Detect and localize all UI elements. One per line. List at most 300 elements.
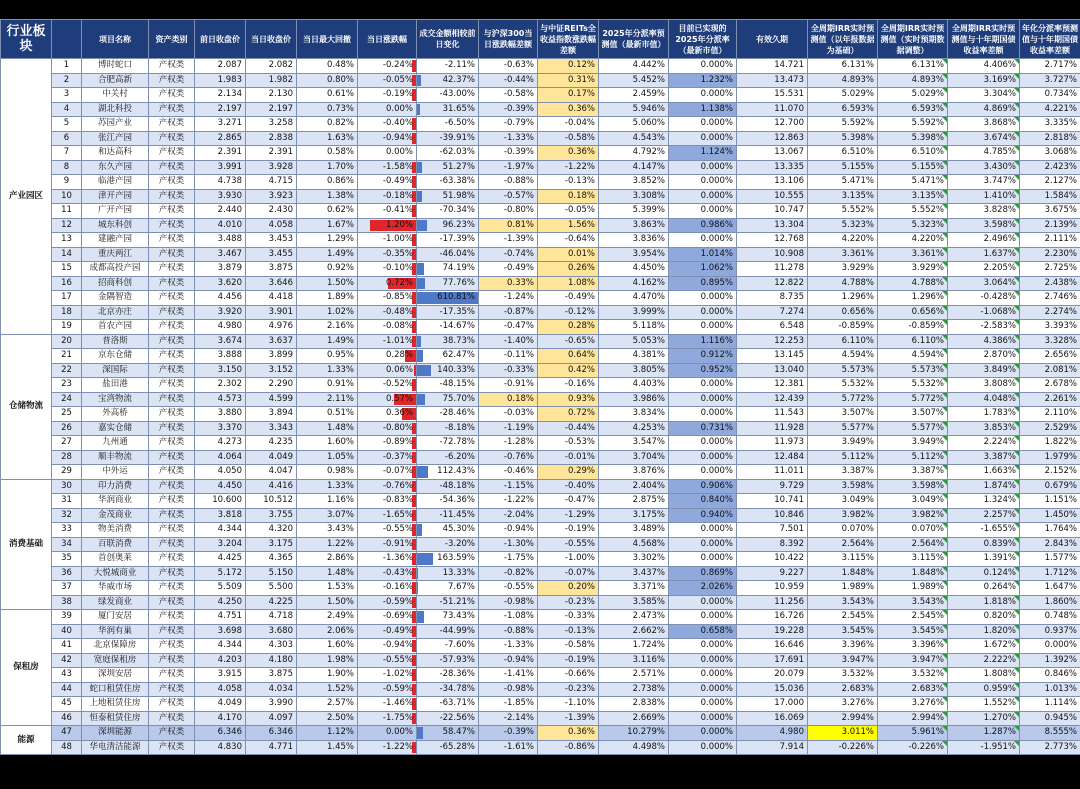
cell-col-2: 津开产园 <box>82 189 149 204</box>
cell-col-3: 产权类 <box>149 653 195 668</box>
cell-col-15: 3.947% <box>878 653 948 668</box>
cell-col-2: 博时蛇口 <box>82 59 149 74</box>
cell-col-17: 2.127% <box>1020 175 1080 190</box>
cell-flag-icon <box>942 668 947 673</box>
cell-col-17: 2.438% <box>1020 276 1080 291</box>
cell-col-13: 11.973 <box>737 436 808 451</box>
cell-col-5: 10.512 <box>246 494 297 509</box>
cell-col-14: 3.949% <box>808 436 878 451</box>
cell-col-7: -0.69% <box>358 610 417 625</box>
cell-flag-icon <box>1014 436 1019 441</box>
cell-col-3: 产权类 <box>149 233 195 248</box>
cell-col-17: 1.013% <box>1020 682 1080 697</box>
sector-label: 能源 <box>1 726 52 755</box>
cell-col-12: 0.000% <box>669 291 737 306</box>
cell-flag-icon <box>1014 146 1019 151</box>
cell-col-16: 1.552% <box>948 697 1020 712</box>
cell-col-14: 1.296% <box>808 291 878 306</box>
table-row <box>1 421 1080 436</box>
cell-col-16: 3.828% <box>948 204 1020 219</box>
cell-col-2: 北京保障房 <box>82 639 149 654</box>
cell-col-3: 产权类 <box>149 392 195 407</box>
cell-col-6: 1.90% <box>297 668 358 683</box>
cell-col-16: 1.818% <box>948 595 1020 610</box>
cell-col-17: 1.647% <box>1020 581 1080 596</box>
cell-col-13: 12.768 <box>737 233 808 248</box>
cell-col-10: -0.05% <box>538 204 599 219</box>
cell-col-17: 2.678% <box>1020 378 1080 393</box>
cell-col-1: 39 <box>52 610 82 625</box>
cell-col-2: 北京亦庄 <box>82 305 149 320</box>
cell-col-1: 15 <box>52 262 82 277</box>
cell-flag-icon <box>1014 161 1019 166</box>
cell-col-16: 0.264% <box>948 581 1020 596</box>
cell-col-12: 0.000% <box>669 682 737 697</box>
cell-col-13: 4.980 <box>737 726 808 741</box>
cell-col-2: 金隅智造 <box>82 291 149 306</box>
cell-col-12: 0.000% <box>669 436 737 451</box>
table-row <box>1 479 1080 494</box>
cell-col-1: 25 <box>52 407 82 422</box>
cell-col-17: 2.725% <box>1020 262 1080 277</box>
cell-col-10: -0.04% <box>538 117 599 132</box>
cell-col-8: -44.99% <box>417 624 479 639</box>
cell-col-5: 2.197 <box>246 102 297 117</box>
cell-col-1: 38 <box>52 595 82 610</box>
cell-col-9: -0.39% <box>479 102 538 117</box>
cell-col-14: 3.361% <box>808 247 878 262</box>
cell-flag-icon <box>1014 741 1019 746</box>
cell-col-9: -0.98% <box>479 682 538 697</box>
cell-col-14: 5.772% <box>808 392 878 407</box>
cell-flag-icon <box>1014 697 1019 702</box>
cell-col-6: 2.49% <box>297 610 358 625</box>
cell-col-1: 47 <box>52 726 82 741</box>
cell-col-8: -22.56% <box>417 711 479 726</box>
cell-col-7: -0.59% <box>358 595 417 610</box>
cell-col-12: 1.014% <box>669 247 737 262</box>
cell-col-10: 0.36% <box>538 102 599 117</box>
cell-col-16: 2.205% <box>948 262 1020 277</box>
cell-col-2: 百联消费 <box>82 537 149 552</box>
cell-col-6: 2.11% <box>297 392 358 407</box>
cell-col-13: 10.747 <box>737 204 808 219</box>
cell-col-6: 0.61% <box>297 88 358 103</box>
cell-col-9: -0.39% <box>479 146 538 161</box>
cell-flag-icon <box>942 581 947 586</box>
cell-col-3: 产权类 <box>149 334 195 349</box>
cell-col-5: 4.303 <box>246 639 297 654</box>
cell-col-17: 2.230% <box>1020 247 1080 262</box>
cell-col-15: 3.507% <box>878 407 948 422</box>
cell-col-2: 临港产园 <box>82 175 149 190</box>
cell-col-9: -0.63% <box>479 59 538 74</box>
cell-flag-icon <box>1014 639 1019 644</box>
cell-col-12: 0.000% <box>669 392 737 407</box>
cell-col-14: 3.507% <box>808 407 878 422</box>
cell-col-15: 1.989% <box>878 581 948 596</box>
cell-col-7: -1.46% <box>358 697 417 712</box>
cell-col-9: -1.22% <box>479 494 538 509</box>
cell-col-9: -0.11% <box>479 349 538 364</box>
cell-flag-icon <box>942 552 947 557</box>
cell-col-6: 1.29% <box>297 233 358 248</box>
table-row <box>1 653 1080 668</box>
cell-flag-icon <box>942 683 947 688</box>
cell-col-1: 26 <box>52 421 82 436</box>
cell-col-3: 产权类 <box>149 668 195 683</box>
cell-col-9: -1.24% <box>479 291 538 306</box>
cell-col-12: 0.000% <box>669 378 737 393</box>
cell-col-1: 24 <box>52 392 82 407</box>
cell-col-3: 产权类 <box>149 305 195 320</box>
column-header-3: 资产类别 <box>149 20 195 59</box>
cell-flag-icon <box>1014 349 1019 354</box>
cell-col-11: 4.568% <box>599 537 669 552</box>
cell-flag-icon <box>942 262 947 267</box>
cell-col-12: 0.869% <box>669 566 737 581</box>
cell-col-17: 2.746% <box>1020 291 1080 306</box>
cell-col-17: 2.261% <box>1020 392 1080 407</box>
cell-col-16: 2.496% <box>948 233 1020 248</box>
cell-col-4: 3.150 <box>195 363 246 378</box>
cell-flag-icon <box>942 364 947 369</box>
table-row <box>1 59 1080 74</box>
cell-col-13: 11.070 <box>737 102 808 117</box>
cell-col-5: 4.715 <box>246 175 297 190</box>
cell-col-16: 1.783% <box>948 407 1020 422</box>
cell-col-5: 3.258 <box>246 117 297 132</box>
cell-col-15: 5.029% <box>878 88 948 103</box>
cell-col-15: 5.573% <box>878 363 948 378</box>
table-row <box>1 581 1080 596</box>
cell-col-8: 51.98% <box>417 189 479 204</box>
table-row <box>1 204 1080 219</box>
cell-col-16: 3.064% <box>948 276 1020 291</box>
cell-col-5: 3.875 <box>246 262 297 277</box>
cell-col-12: 0.731% <box>669 421 737 436</box>
cell-col-4: 3.698 <box>195 624 246 639</box>
cell-col-9: -0.98% <box>479 595 538 610</box>
cell-col-1: 9 <box>52 175 82 190</box>
cell-col-15: 5.961% <box>878 726 948 741</box>
cell-col-8: -62.03% <box>417 146 479 161</box>
cell-col-7: -0.35% <box>358 247 417 262</box>
cell-col-14: 3.135% <box>808 189 878 204</box>
cell-flag-icon <box>1014 262 1019 267</box>
cell-col-6: 1.52% <box>297 682 358 697</box>
cell-col-15: 3.982% <box>878 508 948 523</box>
cell-col-13: 14.721 <box>737 59 808 74</box>
cell-col-10: -0.49% <box>538 291 599 306</box>
cell-col-2: 上地租赁住房 <box>82 697 149 712</box>
cell-col-10: 0.42% <box>538 363 599 378</box>
cell-col-10: 0.17% <box>538 88 599 103</box>
cell-col-7: -1.01% <box>358 334 417 349</box>
cell-col-9: -0.57% <box>479 189 538 204</box>
cell-col-12: 0.000% <box>669 450 737 465</box>
column-header-11: 2025年分派率预测值（最新市值） <box>599 20 669 59</box>
cell-col-11: 3.175% <box>599 508 669 523</box>
cell-col-16: 0.959% <box>948 682 1020 697</box>
cell-col-2: 物美消费 <box>82 523 149 538</box>
cell-col-15: -0.226% <box>878 740 948 755</box>
cell-col-14: 1.989% <box>808 581 878 596</box>
cell-col-3: 产权类 <box>149 204 195 219</box>
cell-col-14: 6.510% <box>808 146 878 161</box>
cell-col-17: 8.555% <box>1020 726 1080 741</box>
cell-col-2: 深国际 <box>82 363 149 378</box>
cell-col-1: 36 <box>52 566 82 581</box>
cell-col-9: -0.46% <box>479 465 538 480</box>
cell-col-3: 产权类 <box>149 436 195 451</box>
cell-col-9: -0.82% <box>479 566 538 581</box>
cell-col-8: -57.93% <box>417 653 479 668</box>
cell-col-9: -2.04% <box>479 508 538 523</box>
cell-col-14: 3.115% <box>808 552 878 567</box>
cell-col-12: 0.940% <box>669 508 737 523</box>
cell-col-10: -0.23% <box>538 682 599 697</box>
cell-flag-icon <box>1014 625 1019 630</box>
table-row <box>1 175 1080 190</box>
cell-col-17: 3.727% <box>1020 73 1080 88</box>
cell-col-5: 3.899 <box>246 349 297 364</box>
cell-col-5: 3.343 <box>246 421 297 436</box>
cell-col-5: 4.599 <box>246 392 297 407</box>
cell-flag-icon <box>942 726 947 731</box>
table-body <box>1 59 1080 755</box>
cell-col-16: 2.222% <box>948 653 1020 668</box>
cell-col-4: 4.203 <box>195 653 246 668</box>
cell-col-8: -28.46% <box>417 407 479 422</box>
cell-col-17: 3.335% <box>1020 117 1080 132</box>
cell-col-16: 1.663% <box>948 465 1020 480</box>
cell-col-15: 3.949% <box>878 436 948 451</box>
cell-col-17: 4.221% <box>1020 102 1080 117</box>
cell-col-1: 31 <box>52 494 82 509</box>
cell-col-13: 10.846 <box>737 508 808 523</box>
cell-flag-icon <box>942 190 947 195</box>
cell-col-17: 1.712% <box>1020 566 1080 581</box>
cell-col-6: 0.73% <box>297 102 358 117</box>
cell-col-5: 5.150 <box>246 566 297 581</box>
cell-col-8: -17.35% <box>417 305 479 320</box>
cell-col-8: -8.18% <box>417 421 479 436</box>
cell-col-5: 4.180 <box>246 653 297 668</box>
cell-col-10: -0.86% <box>538 740 599 755</box>
cell-col-8: 62.47% <box>417 349 479 364</box>
cell-col-2: 嘉实仓储 <box>82 421 149 436</box>
table-row <box>1 320 1080 335</box>
cell-col-3: 产权类 <box>149 697 195 712</box>
cell-flag-icon <box>1014 465 1019 470</box>
cell-flag-icon <box>1014 132 1019 137</box>
cell-col-3: 产权类 <box>149 189 195 204</box>
cell-col-6: 1.38% <box>297 189 358 204</box>
cell-col-12: 0.000% <box>669 523 737 538</box>
cell-col-15: 5.323% <box>878 218 948 233</box>
cell-col-7: -0.05% <box>358 73 417 88</box>
column-header-16: 全周期IRR实时预测值与十年期国债收益率差额 <box>948 20 1020 59</box>
cell-col-17: 1.114% <box>1020 697 1080 712</box>
cell-col-16: 3.598% <box>948 218 1020 233</box>
cell-col-10: -0.55% <box>538 537 599 552</box>
cell-col-5: 4.365 <box>246 552 297 567</box>
cell-col-2: 印力消费 <box>82 479 149 494</box>
cell-col-7: 0.36% <box>358 407 417 422</box>
cell-flag-icon <box>942 523 947 528</box>
cell-col-13: 12.381 <box>737 378 808 393</box>
cell-col-14: 4.220% <box>808 233 878 248</box>
table-row <box>1 218 1080 233</box>
cell-col-17: 2.717% <box>1020 59 1080 74</box>
cell-col-1: 8 <box>52 160 82 175</box>
cell-flag-icon <box>1014 335 1019 340</box>
cell-col-1: 29 <box>52 465 82 480</box>
cell-col-12: 0.000% <box>669 740 737 755</box>
cell-flag-icon <box>942 219 947 224</box>
cell-col-10: -0.19% <box>538 653 599 668</box>
cell-flag-icon <box>1014 683 1019 688</box>
cell-flag-icon <box>942 407 947 412</box>
cell-col-17: 2.773% <box>1020 740 1080 755</box>
cell-col-3: 产权类 <box>149 465 195 480</box>
table-row <box>1 624 1080 639</box>
cell-col-8: -65.28% <box>417 740 479 755</box>
table-row <box>1 494 1080 509</box>
cell-col-17: 2.081% <box>1020 363 1080 378</box>
cell-col-3: 产权类 <box>149 146 195 161</box>
cell-flag-icon <box>942 117 947 122</box>
cell-col-6: 0.86% <box>297 175 358 190</box>
cell-col-6: 1.45% <box>297 740 358 755</box>
cell-flag-icon <box>1014 552 1019 557</box>
cell-col-14: 2.683% <box>808 682 878 697</box>
cell-col-1: 12 <box>52 218 82 233</box>
cell-col-6: 1.50% <box>297 276 358 291</box>
cell-col-3: 产权类 <box>149 552 195 567</box>
cell-col-4: 2.197 <box>195 102 246 117</box>
table-row <box>1 349 1080 364</box>
cell-col-10: 0.29% <box>538 465 599 480</box>
column-header-9: 与沪深300当日涨跌幅差额 <box>479 20 538 59</box>
cell-col-11: 5.053% <box>599 334 669 349</box>
cell-col-7: -0.89% <box>358 436 417 451</box>
cell-col-3: 产权类 <box>149 320 195 335</box>
table-row <box>1 291 1080 306</box>
cell-col-17: 3.068% <box>1020 146 1080 161</box>
cell-col-15: 5.471% <box>878 175 948 190</box>
cell-col-4: 3.920 <box>195 305 246 320</box>
cell-col-2: 苏园产业 <box>82 117 149 132</box>
cell-col-17: 2.843% <box>1020 537 1080 552</box>
cell-col-5: 2.082 <box>246 59 297 74</box>
cell-col-6: 0.82% <box>297 117 358 132</box>
table-row <box>1 566 1080 581</box>
cell-col-3: 产权类 <box>149 537 195 552</box>
cell-col-9: -0.47% <box>479 320 538 335</box>
cell-col-3: 产权类 <box>149 407 195 422</box>
cell-col-9: -2.14% <box>479 711 538 726</box>
cell-col-13: 13.106 <box>737 175 808 190</box>
cell-col-6: 1.33% <box>297 363 358 378</box>
cell-col-9: -1.97% <box>479 160 538 175</box>
cell-col-15: 2.683% <box>878 682 948 697</box>
cell-col-13: 11.278 <box>737 262 808 277</box>
cell-col-17: 1.392% <box>1020 653 1080 668</box>
cell-col-3: 产权类 <box>149 73 195 88</box>
cell-col-14: 3.598% <box>808 479 878 494</box>
cell-col-11: 3.585% <box>599 595 669 610</box>
cell-col-9: -0.76% <box>479 450 538 465</box>
cell-col-4: 3.620 <box>195 276 246 291</box>
cell-col-14: 5.029% <box>808 88 878 103</box>
table-row <box>1 523 1080 538</box>
cell-col-5: 4.418 <box>246 291 297 306</box>
cell-flag-icon <box>942 103 947 108</box>
cell-col-8: 163.59% <box>417 552 479 567</box>
cell-col-14: 3.011% <box>808 726 878 741</box>
column-header-4: 前日收盘价 <box>195 20 246 59</box>
cell-flag-icon <box>942 465 947 470</box>
cell-col-11: 4.792% <box>599 146 669 161</box>
cell-col-14: 2.545% <box>808 610 878 625</box>
cell-col-6: 0.48% <box>297 59 358 74</box>
cell-flag-icon <box>942 378 947 383</box>
cell-flag-icon <box>1014 378 1019 383</box>
cell-col-4: 2.391 <box>195 146 246 161</box>
cell-col-12: 0.000% <box>669 465 737 480</box>
cell-col-4: 2.865 <box>195 131 246 146</box>
cell-col-10: -0.01% <box>538 450 599 465</box>
cell-flag-icon <box>1014 393 1019 398</box>
cell-col-14: 5.471% <box>808 175 878 190</box>
cell-flag-icon <box>1014 248 1019 253</box>
cell-col-15: 6.510% <box>878 146 948 161</box>
cell-col-2: 华润商业 <box>82 494 149 509</box>
cell-col-1: 1 <box>52 59 82 74</box>
cell-col-15: 3.361% <box>878 247 948 262</box>
cell-col-1: 42 <box>52 653 82 668</box>
cell-col-7: 0.57% <box>358 392 417 407</box>
cell-col-5: 4.416 <box>246 479 297 494</box>
cell-col-11: 4.162% <box>599 276 669 291</box>
cell-col-15: 5.532% <box>878 378 948 393</box>
cell-col-10: -0.12% <box>538 305 599 320</box>
table-row <box>1 146 1080 161</box>
cell-col-1: 5 <box>52 117 82 132</box>
cell-col-13: 11.928 <box>737 421 808 436</box>
cell-col-16: 0.820% <box>948 610 1020 625</box>
table-row <box>1 305 1080 320</box>
cell-col-11: 2.404% <box>599 479 669 494</box>
cell-col-15: 4.788% <box>878 276 948 291</box>
cell-col-16: 3.387% <box>948 450 1020 465</box>
cell-col-5: 4.034 <box>246 682 297 697</box>
cell-col-4: 4.751 <box>195 610 246 625</box>
cell-col-9: 0.81% <box>479 218 538 233</box>
cell-flag-icon <box>942 132 947 137</box>
cell-col-16: 0.839% <box>948 537 1020 552</box>
cell-col-15: 2.545% <box>878 610 948 625</box>
cell-col-10: 0.93% <box>538 392 599 407</box>
cell-col-12: 0.000% <box>669 552 737 567</box>
column-header-1 <box>52 20 82 59</box>
cell-flag-icon <box>942 277 947 282</box>
cell-col-11: 4.253% <box>599 421 669 436</box>
cell-flag-icon <box>1014 364 1019 369</box>
cell-col-12: 0.000% <box>669 711 737 726</box>
